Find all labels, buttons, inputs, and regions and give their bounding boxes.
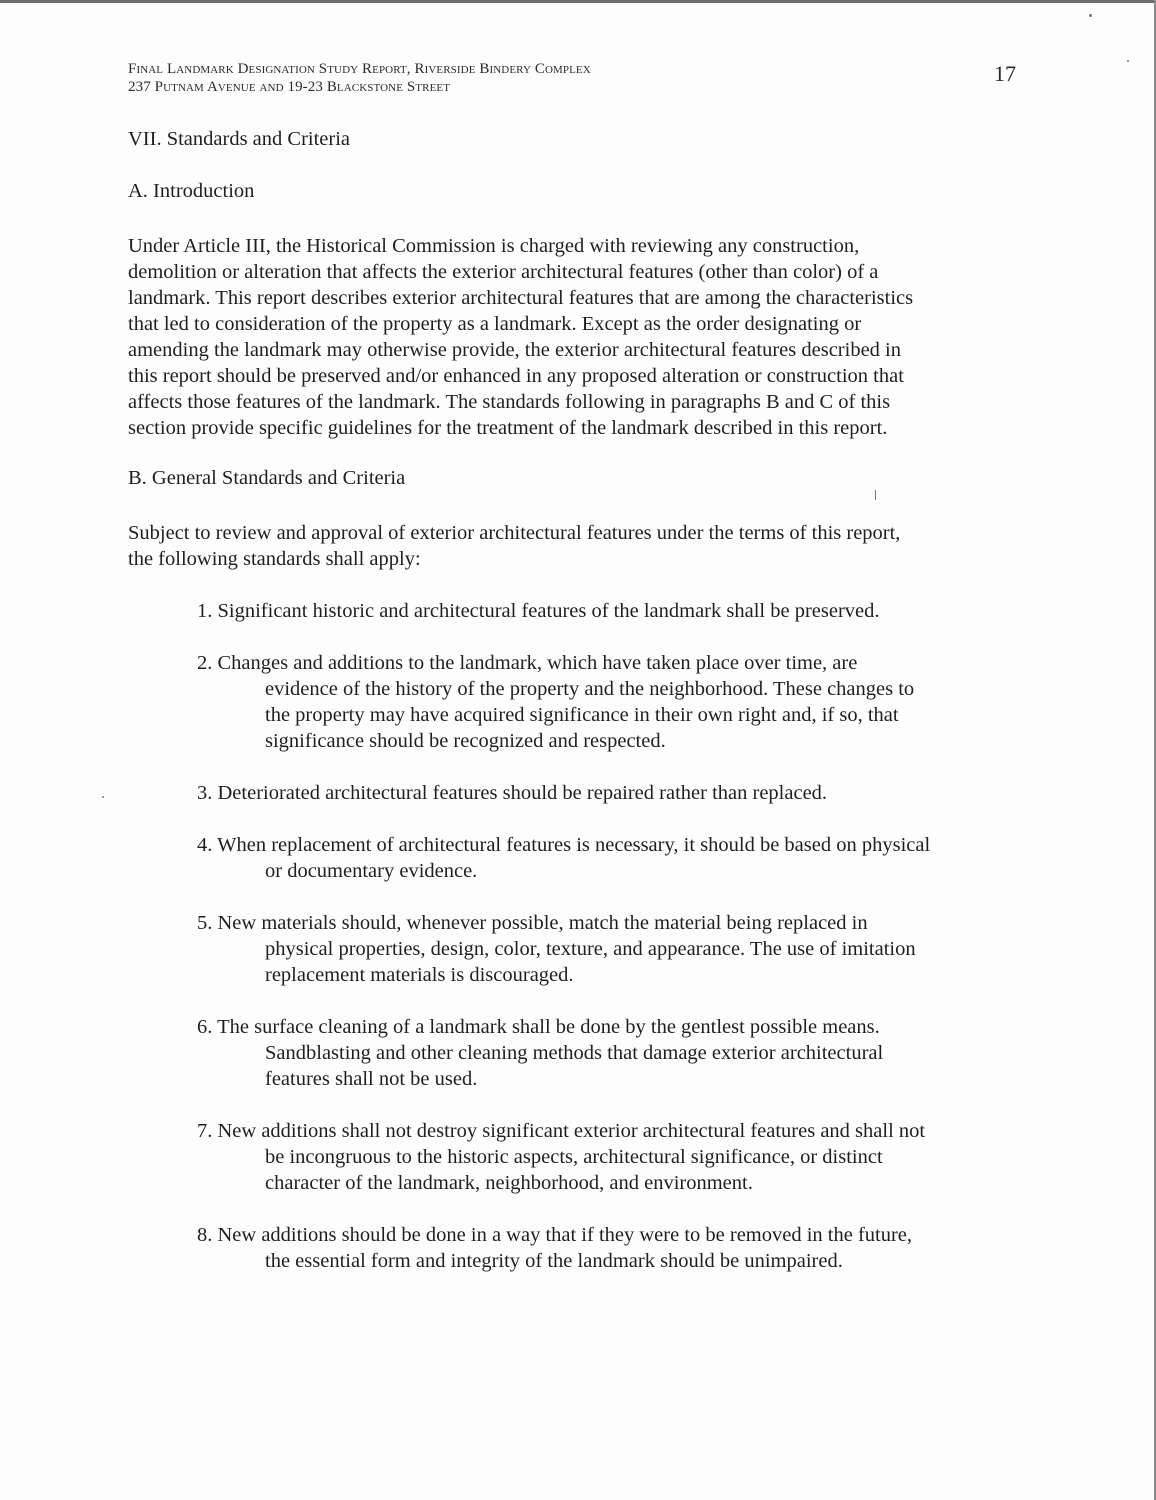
standard-item-continuation: character of the landmark, neighborhood, and environment. — [265, 1172, 753, 1194]
scan-speck — [875, 490, 876, 500]
standard-item-text: 5. New materials should, whenever possible, match the material being replaced in — [197, 912, 868, 934]
scan-speck — [1127, 60, 1129, 62]
intro-heading: A. Introduction — [128, 180, 255, 202]
standard-item-text: 7. New additions shall not destroy significant exterior architectural features and shall not — [197, 1120, 926, 1142]
standard-item-7 — [197, 1118, 1027, 1196]
standard-item-5 — [197, 910, 1027, 988]
standard-item-6 — [197, 1014, 1027, 1092]
intro-line: affects those features of the landmark. The standards following in paragraphs B and C of this — [128, 391, 891, 413]
standard-item-continuation: Sandblasting and other cleaning methods that damage exterior architectural — [265, 1042, 884, 1064]
standard-item-text: 1. Significant historic and architectural features of the landmark shall be preserved. — [197, 600, 880, 622]
header-title-line: Final Landmark Designation Study Report, Riverside Bindery Complex — [128, 61, 591, 77]
standard-item-continuation: physical properties, design, color, texture, and appearance. The use of imitation — [265, 938, 916, 960]
intro-line: amending the landmark may otherwise provide, the exterior architectural features described in — [128, 339, 901, 361]
standard-item-text: 3. Deteriorated architectural features should be repaired rather than replaced. — [197, 782, 828, 804]
standard-item-2 — [197, 650, 1027, 754]
standard-item-continuation: replacement materials is discouraged. — [265, 964, 574, 986]
general-intro-paragraph — [128, 520, 1008, 572]
standard-item-3 — [197, 780, 1027, 806]
intro-line: section provide specific guidelines for the treatment of the landmark described in this report. — [128, 417, 888, 439]
general-intro-line: the following standards shall apply: — [128, 548, 421, 570]
section-title: VII. Standards and Criteria — [128, 128, 351, 150]
standard-item-continuation: evidence of the history of the property and the neighborhood. These changes to — [265, 678, 915, 700]
intro-line: this report should be preserved and/or enhanced in any proposed alteration or construction that — [128, 365, 904, 387]
running-header — [128, 60, 888, 96]
standard-item-text: 6. The surface cleaning of a landmark shall be done by the gentlest possible means. — [197, 1016, 880, 1038]
intro-paragraph — [128, 233, 1008, 441]
standard-item-text: 4. When replacement of architectural features is necessary, it should be based on physical — [197, 834, 931, 856]
intro-line: demolition or alteration that affects the exterior architectural features (other than color) of a — [128, 261, 879, 283]
intro-line: that led to consideration of the property as a landmark. Except as the order designating or — [128, 313, 862, 335]
standard-item-continuation: the property may have acquired significance in their own right and, if so, that — [265, 704, 899, 726]
standard-item-4 — [197, 832, 1027, 884]
scan-speck — [1089, 14, 1092, 17]
intro-line: Under Article III, the Historical Commission is charged with reviewing any construction, — [128, 235, 860, 257]
standard-item-1 — [197, 598, 1027, 624]
standard-item-continuation: features shall not be used. — [265, 1068, 478, 1090]
standard-item-continuation: significance should be recognized and respected. — [265, 730, 666, 752]
scan-edge-top — [0, 0, 1156, 3]
scan-speck — [102, 796, 104, 798]
standard-item-continuation: the essential form and integrity of the landmark should be unimpaired. — [265, 1250, 843, 1272]
general-heading: B. General Standards and Criteria — [128, 467, 406, 489]
standard-item-8 — [197, 1222, 1027, 1274]
standard-item-text: 2. Changes and additions to the landmark, which have taken place over time, are — [197, 652, 858, 674]
header-address-line: 237 Putnam Avenue and 19-23 Blackstone Street — [128, 79, 451, 95]
general-intro-line: Subject to review and approval of exterior architectural features under the terms of this report, — [128, 522, 901, 544]
standard-item-continuation: be incongruous to the historic aspects, architectural significance, or distinct — [265, 1146, 883, 1168]
intro-line: landmark. This report describes exterior architectural features that are among the characteristics — [128, 287, 914, 309]
standard-item-text: 8. New additions should be done in a way that if they were to be removed in the future, — [197, 1224, 913, 1246]
standard-item-continuation: or documentary evidence. — [265, 860, 478, 882]
page-number: 17 — [994, 61, 1016, 86]
